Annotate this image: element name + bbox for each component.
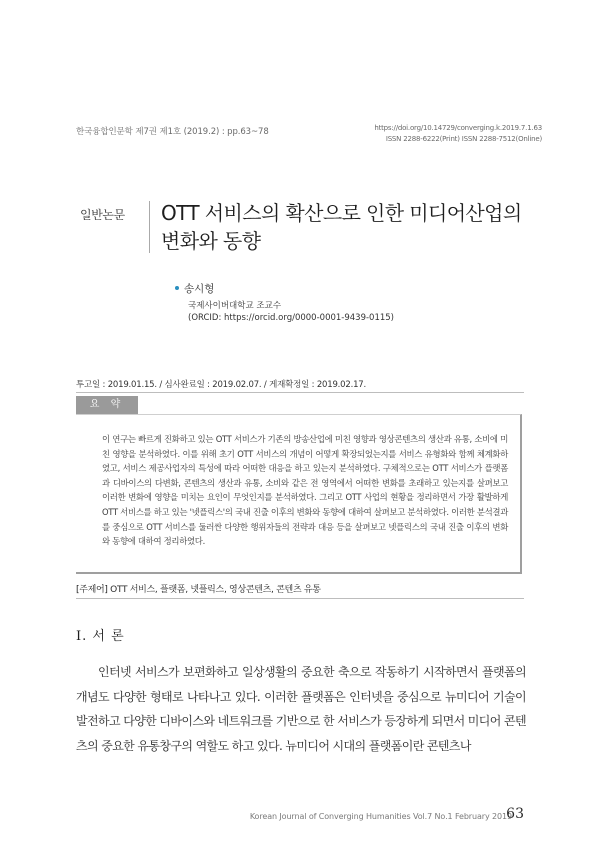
doi-issn-block — [374, 123, 542, 145]
keywords — [76, 582, 321, 595]
submission-dates: 투고일 : 2019.01.15. / 심사완료일 : 2019.02.07. / 게재확정일 : 2019.02.17. — [76, 380, 366, 390]
intro-paragraph: 인터넷 서비스가 보편화하고 일상생활의 중요한 축으로 작동하기 시작하면서 플랫폼의 개념도 다양한 형태로 나타나고 있다. 이러한 플랫폼은 인터넷을 중심으로 뉴미디어 기술이 발전하고 다양한 디바이스와 네트워크를 기반으로 한 서비스가 등장하게 되면서 미디어 콘텐츠의 중요한 유통창구의 역할도 하고 있다. 뉴미디어 시대의 플랫폼이란 콘텐츠나 — [76, 665, 526, 753]
keywords-text: OTT 서비스, 플랫폼, 넷플릭스, 영상콘텐츠, 콘텐츠 유통 — [110, 585, 321, 595]
title-line-2: 변화와 동향 — [161, 229, 261, 253]
keywords-divider — [76, 598, 524, 599]
journal-reference: 한국융합인문학 제7권 제1호 (2019.2) : pp.63~78 — [76, 127, 269, 137]
bullet-icon — [175, 286, 179, 290]
footer-journal: Korean Journal of Converging Humanities Vol.7 No.1 February 2019 — [249, 812, 512, 821]
title-divider — [149, 201, 150, 253]
author-orcid: (ORCID: https://orcid.org/0000-0001-9439-0115) — [188, 313, 395, 323]
author-name — [175, 281, 214, 296]
abstract-label: 요 약 — [76, 396, 138, 414]
author-affiliation: 국제사이버대학교 조교수 — [188, 301, 282, 311]
keywords-label: [주제어] — [76, 585, 108, 595]
section-heading: I. 서 론 — [76, 629, 125, 644]
article-category: 일반논문 — [80, 208, 125, 222]
issn-text: ISSN 2288-6222(Print) ISSN 2288-7512(Online) — [385, 135, 542, 143]
doi-link[interactable]: https://doi.org/10.14729/converging.k.2019.7.1.63 — [374, 124, 542, 132]
author-name-text: 송시형 — [184, 283, 215, 295]
dates-divider — [76, 392, 524, 393]
article-title — [161, 199, 522, 255]
title-line-1: OTT 서비스의 확산으로 인한 미디어산업의 — [161, 201, 522, 225]
page-number: 63 — [506, 806, 524, 822]
abstract-text: 이 연구는 빠르게 진화하고 있는 OTT 서비스가 기존의 방송산업에 미친 영향과 영상콘텐츠의 생산과 유통, 소비에 미친 영향을 분석하였다. 이를 위해 초기 OTT 서비스의 개념이 어떻게 확장되었는지를 서비스 유형화와 함께 체계화하였고, 서비스 제공사업자의 특성에 따라 어떠한 대응을 하고 있는지 분석하였다. 구체적으로는 OTT 서비스가 플랫폼과 디바이스의 다변화, 콘텐츠의 생산과 유통, 소비와 같은 전 영역에서 어떠한 변화를 초래하고 있는지를 살펴보고 이러한 변화에 영향을 미치는 요인이 무엇인지를 분석하였다. 그리고 OTT 사업의 현황을 정리하면서 가장 활발하게 OTT 서비스를 하고 있는 '넷플릭스'의 국내 진출 이후의 변화와 동향에 대하여 살펴보고 분석하였다. 이러한 분석결과를 중심으로 OTT 서비스를 둘러싼 다양한 행위자들의 전략과 대응 등을 살펴보고 넷플릭스의 국내 진출 이후의 변화와 동향에 대하여 정리하였다. — [102, 434, 508, 547]
